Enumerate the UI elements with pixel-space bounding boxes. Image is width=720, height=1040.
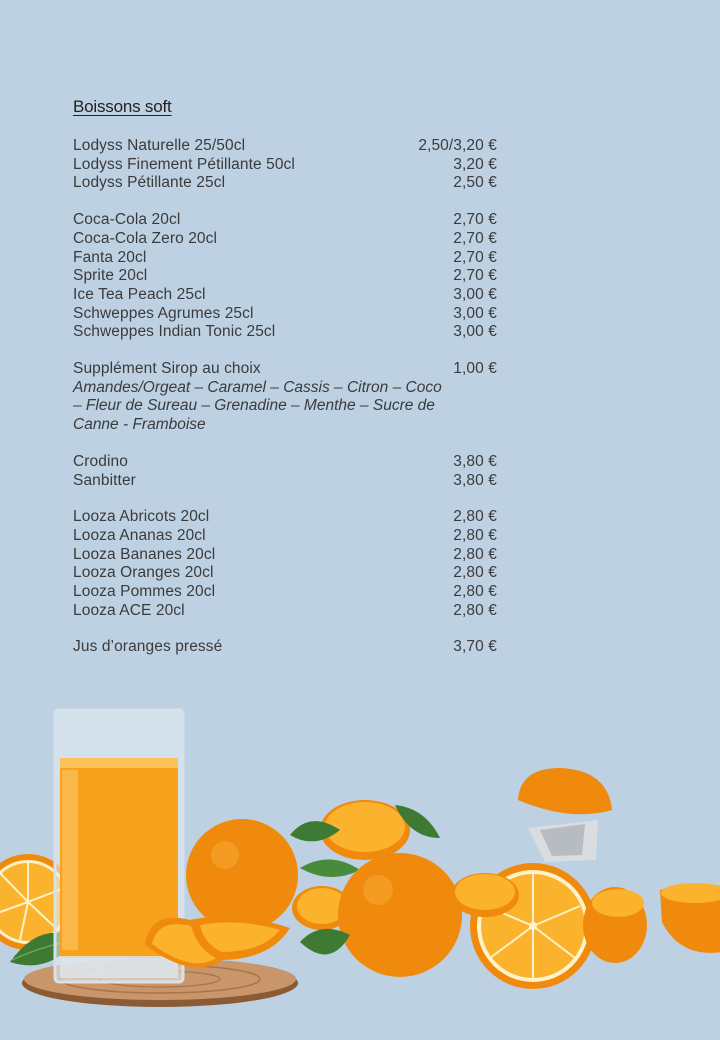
orange-half-far-right bbox=[660, 883, 720, 953]
item-name: Lodyss Naturelle 25/50cl bbox=[73, 137, 246, 154]
item-price: 2,80 € bbox=[453, 564, 497, 582]
item-name: Supplément Sirop au choix bbox=[73, 360, 261, 378]
item-name: Sanbitter bbox=[73, 471, 136, 489]
item-name: Coca-Cola Zero 20cl bbox=[73, 229, 218, 247]
item-price: 3,00 € bbox=[453, 323, 497, 341]
menu-item bbox=[73, 360, 497, 379]
menu-item bbox=[73, 174, 497, 193]
item-name: Looza Bananes 20cl bbox=[73, 545, 216, 563]
citrus-juicer bbox=[518, 768, 612, 862]
section-title: Boissons soft bbox=[73, 97, 172, 116]
menu-item bbox=[73, 267, 497, 286]
item-name: Schweppes Agrumes 25cl bbox=[73, 304, 254, 322]
item-price: 2,70 € bbox=[453, 229, 497, 247]
menu-item bbox=[73, 137, 497, 156]
menu-item bbox=[73, 156, 497, 175]
menu-group bbox=[73, 211, 497, 342]
menu-item bbox=[73, 286, 497, 305]
menu-item bbox=[73, 453, 497, 472]
item-price: 2,80 € bbox=[453, 508, 497, 526]
item-name: Coca-Cola 20cl bbox=[73, 211, 181, 229]
item-price: 2,80 € bbox=[453, 583, 497, 601]
item-price: 1,00 € bbox=[453, 360, 497, 378]
menu-group bbox=[73, 137, 497, 193]
item-name: Lodyss Finement Pétillante 50cl bbox=[73, 155, 295, 173]
item-price: 3,70 € bbox=[453, 638, 497, 656]
menu-item bbox=[73, 638, 497, 657]
menu-item bbox=[73, 249, 497, 268]
item-price: 3,00 € bbox=[453, 285, 497, 303]
item-price: 2,80 € bbox=[453, 601, 497, 619]
item-name: Fanta 20cl bbox=[73, 248, 147, 266]
menu-item bbox=[73, 602, 497, 621]
item-price: 2,70 € bbox=[453, 267, 497, 285]
item-price: 3,00 € bbox=[453, 304, 497, 322]
item-price: 2,50 € bbox=[453, 174, 497, 192]
item-price: 2,70 € bbox=[453, 248, 497, 266]
item-name: Looza Pommes 20cl bbox=[73, 583, 216, 601]
menu-group bbox=[73, 508, 497, 620]
item-name: Lodyss Pétillante 25cl bbox=[73, 174, 226, 192]
item-name: Looza ACE 20cl bbox=[73, 601, 185, 619]
item-price: 2,50/3,20 € bbox=[418, 137, 497, 154]
item-name: Looza Abricots 20cl bbox=[73, 508, 210, 526]
menu-item bbox=[73, 546, 497, 565]
item-price: 3,20 € bbox=[453, 155, 497, 173]
item-price: 3,80 € bbox=[453, 452, 497, 470]
menu-group bbox=[73, 638, 497, 657]
item-price: 2,80 € bbox=[453, 526, 497, 544]
menu-item bbox=[73, 472, 497, 491]
orange-whole-center bbox=[186, 819, 298, 960]
menu-item bbox=[73, 508, 497, 527]
menu-group bbox=[73, 453, 497, 490]
menu-item bbox=[73, 527, 497, 546]
drinks-menu bbox=[73, 97, 497, 675]
menu-item bbox=[73, 583, 497, 602]
menu-item bbox=[73, 305, 497, 324]
item-description: Amandes/Orgeat – Caramel – Cassis – Citron – Coco – Fleur de Sureau – Grenadine – Menthe – Sucre de Canne - Framboise bbox=[73, 378, 442, 434]
item-price: 2,80 € bbox=[453, 545, 497, 563]
item-name: Looza Oranges 20cl bbox=[73, 564, 214, 582]
item-name: Crodino bbox=[73, 452, 128, 470]
orange-juice-illustration bbox=[0, 690, 720, 1040]
item-name: Sprite 20cl bbox=[73, 267, 148, 285]
item-name: Jus d’oranges pressé bbox=[73, 638, 223, 656]
item-price: 2,70 € bbox=[453, 211, 497, 229]
menu-group bbox=[73, 360, 497, 435]
menu-item bbox=[73, 211, 497, 230]
menu-item bbox=[73, 323, 497, 342]
menu-groups bbox=[73, 137, 497, 657]
item-name: Schweppes Indian Tonic 25cl bbox=[73, 323, 276, 341]
item-name: Looza Ananas 20cl bbox=[73, 526, 206, 544]
item-name: Ice Tea Peach 25cl bbox=[73, 285, 206, 303]
menu-item bbox=[73, 230, 497, 249]
menu-item bbox=[73, 564, 497, 583]
item-price: 3,80 € bbox=[453, 471, 497, 489]
